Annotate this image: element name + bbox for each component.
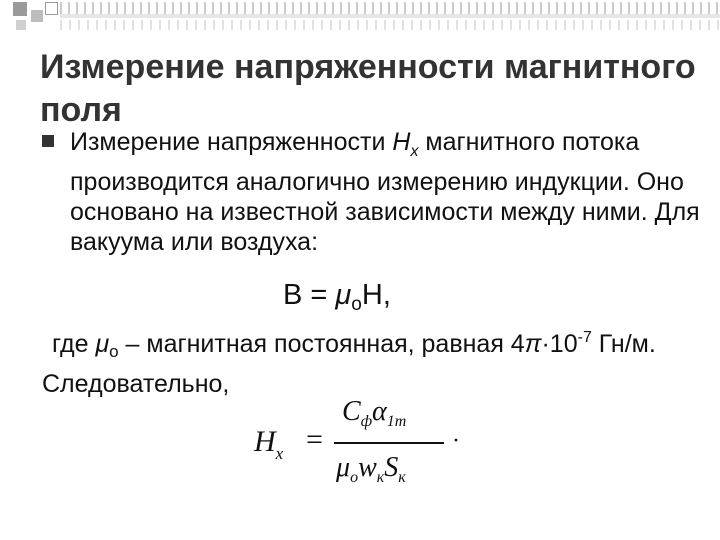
para2-text-3: ·10 bbox=[541, 330, 578, 358]
para2-exponent: -7 bbox=[577, 329, 592, 346]
decorative-square-strip bbox=[0, 0, 720, 40]
formula2-num-alpha-sub: 1m bbox=[386, 413, 407, 430]
formula2-lhs bbox=[254, 425, 283, 464]
formula-hx-fraction bbox=[254, 396, 474, 496]
para2-text-2: – магнитная постоянная, равная 4 bbox=[118, 330, 525, 358]
page-title: Измерение напряженности магнитного поля bbox=[40, 48, 696, 129]
formula2-den-s-sub: к bbox=[398, 469, 406, 486]
formula1-tail: , bbox=[382, 279, 391, 311]
formula2-numerator bbox=[342, 396, 406, 431]
bullet-variable-h-sub: х bbox=[410, 143, 419, 160]
formula2-num-c: C bbox=[342, 396, 361, 427]
explanation-paragraph bbox=[42, 322, 702, 400]
formula2-equals: = bbox=[306, 423, 323, 456]
para2-mu: μ bbox=[95, 330, 110, 358]
formula2-dot: · bbox=[452, 428, 460, 454]
formula1-equals: = bbox=[302, 279, 336, 311]
formula1-lhs: B bbox=[283, 279, 303, 311]
formula2-den-mu-sub: o bbox=[350, 469, 359, 486]
formula-b-equals-mu-h bbox=[283, 279, 391, 316]
square-bullet-icon bbox=[42, 135, 54, 147]
formula2-lhs-sub: x bbox=[275, 444, 284, 463]
formula2-num-c-sub: ф bbox=[360, 413, 373, 430]
para2-mu-sub: o bbox=[109, 342, 119, 361]
para2-text-1: где bbox=[52, 330, 96, 358]
formula2-den-w: w bbox=[358, 452, 377, 483]
formula1-h: H bbox=[361, 279, 383, 311]
bullet-text: Измерение напряженности $H_х$ магнитного потока производится аналогично измерению индукции. Оно основано на известной зависимости между ними. Для вакуума или воздуха: bbox=[70, 128, 700, 256]
formula2-denominator bbox=[336, 452, 406, 487]
para2-pi: π bbox=[524, 330, 542, 358]
formula2-fraction-bar bbox=[334, 442, 444, 444]
formula2-den-w-sub: к bbox=[376, 469, 385, 486]
formula2-num-alpha: α bbox=[372, 396, 387, 427]
formula2-den-mu: μ bbox=[336, 452, 351, 483]
formula2-den-s: S bbox=[384, 452, 399, 483]
para2-text-4: Гн/м. Следовательно, bbox=[42, 330, 656, 398]
formula1-mu: μ bbox=[335, 279, 352, 311]
formula1-mu-sub: o bbox=[351, 294, 362, 315]
formula2-lhs-h: H bbox=[254, 425, 276, 458]
bullet-variable-h: H bbox=[392, 128, 411, 156]
